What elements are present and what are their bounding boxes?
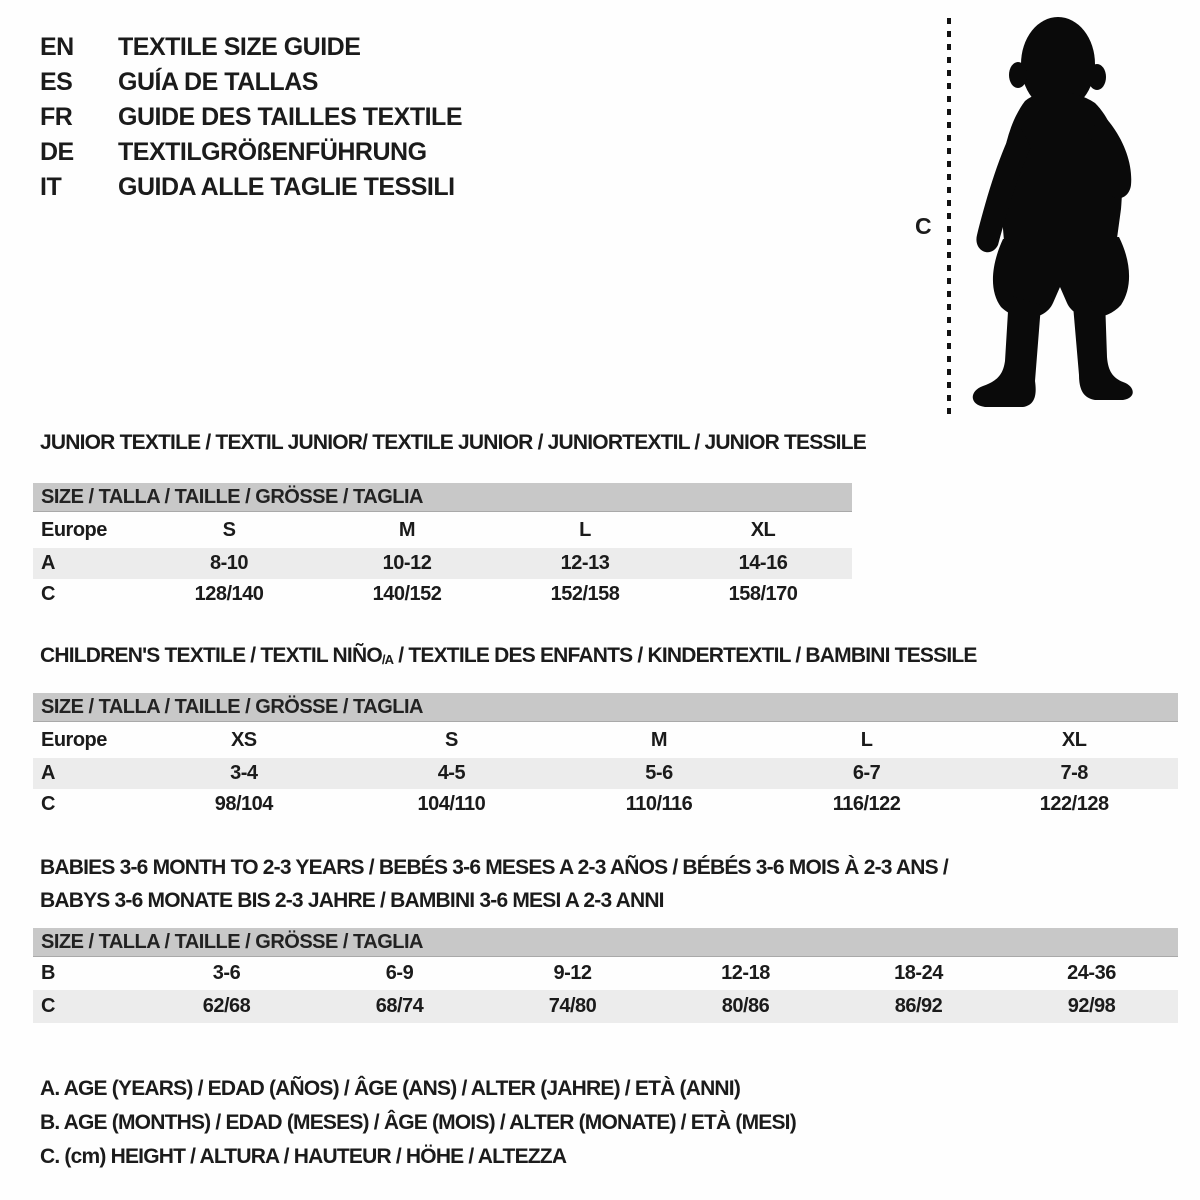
- size-header-bar: SIZE / TALLA / TAILLE / GRÖSSE / TAGLIA: [33, 928, 1178, 957]
- table-row-a: [33, 548, 852, 579]
- babies-size-table: [33, 928, 1178, 1023]
- size-value: 86/92: [894, 995, 943, 1017]
- table-row-c: [33, 789, 1178, 820]
- column-header-row: [33, 722, 1178, 758]
- language-row-es: [40, 65, 462, 100]
- size-column-header: M: [650, 728, 668, 751]
- size-header-bar: SIZE / TALLA / TAILLE / GRÖSSE / TAGLIA: [33, 483, 852, 512]
- size-value: 74/80: [548, 995, 597, 1017]
- language-label: GUIDE DES TAILLES TEXTILE: [118, 103, 463, 131]
- size-value: 158/170: [728, 583, 798, 605]
- size-value: 12-18: [721, 962, 770, 984]
- junior-section-title: JUNIOR TEXTILE / TEXTIL JUNIOR/ TEXTILE JUNIOR / JUNIORTEXTIL / JUNIOR TESSILE: [40, 431, 866, 454]
- size-value: 8-10: [209, 552, 249, 574]
- children-title-rest: / TEXTILE DES ENFANTS / KINDERTEXTIL / BAMBINI TESSILE: [393, 644, 977, 667]
- column-header-row: [33, 512, 852, 548]
- size-value: 140/152: [372, 583, 442, 605]
- language-label: TEXTILE SIZE GUIDE: [118, 33, 361, 61]
- babies-section-title: [40, 851, 948, 917]
- table-row-b: [33, 957, 1178, 990]
- language-code: DE: [40, 138, 74, 166]
- size-value: 6-9: [385, 962, 414, 984]
- height-measure-dashed-line: [947, 18, 951, 416]
- size-value: 7-8: [1060, 762, 1088, 784]
- junior-size-table: [33, 483, 852, 610]
- children-section-title: [40, 644, 977, 668]
- babies-title-line-2: BABYS 3-6 MONATE BIS 2-3 JAHRE / BAMBINI 3-6 MESI A 2-3 ANNI: [40, 889, 664, 912]
- size-value: 98/104: [214, 793, 273, 815]
- size-value: 62/68: [202, 995, 251, 1017]
- size-value: 92/98: [1067, 995, 1116, 1017]
- size-value: 9-12: [553, 962, 592, 984]
- size-value: 122/128: [1039, 793, 1109, 815]
- children-title-sub: /A: [381, 652, 394, 667]
- language-code: ES: [40, 68, 73, 96]
- language-row-fr: [40, 100, 462, 135]
- size-value: 5-6: [645, 762, 673, 784]
- language-row-it: [40, 170, 462, 205]
- legend-line-c: C. (cm) HEIGHT / ALTURA / HAUTEUR / HÖHE / ALTEZZA: [40, 1145, 567, 1168]
- region-label: Europe: [41, 728, 107, 751]
- language-code: IT: [40, 173, 62, 201]
- size-column-header: S: [444, 728, 458, 751]
- region-label: Europe: [41, 518, 107, 541]
- table-row-c: [33, 990, 1178, 1023]
- legend: [40, 1072, 796, 1174]
- size-value: 18-24: [894, 962, 943, 984]
- table-row-c: [33, 579, 852, 610]
- size-value: 110/116: [625, 793, 693, 815]
- size-value: 10-12: [382, 552, 432, 574]
- legend-line-a: A. AGE (YEARS) / EDAD (AÑOS) / ÂGE (ANS) / ALTER (JAHRE) / ETÀ (ANNI): [40, 1077, 741, 1100]
- size-column-header: XL: [1061, 728, 1087, 751]
- toddler-silhouette-image: [965, 13, 1137, 418]
- language-code: FR: [40, 103, 73, 131]
- language-label: TEXTILGRÖßENFÜHRUNG: [118, 138, 427, 166]
- language-title-list: [40, 30, 462, 205]
- size-value: 24-36: [1067, 962, 1116, 984]
- size-value: 3-4: [230, 762, 258, 784]
- table-row-a: [33, 758, 1178, 789]
- language-label: GUIDA ALLE TAGLIE TESSILI: [118, 173, 455, 201]
- height-measure-label: C: [915, 213, 932, 239]
- size-value: 68/74: [375, 995, 424, 1017]
- children-title-main: CHILDREN'S TEXTILE / TEXTIL NIÑO: [40, 644, 382, 667]
- size-column-header: S: [222, 518, 236, 541]
- size-value: 80/86: [721, 995, 770, 1017]
- size-column-header: XL: [750, 518, 776, 541]
- size-value: 152/158: [550, 583, 620, 605]
- size-value: 6-7: [852, 762, 881, 784]
- row-label: C: [41, 995, 55, 1017]
- row-label: C: [41, 793, 55, 815]
- size-header-bar: SIZE / TALLA / TAILLE / GRÖSSE / TAGLIA: [33, 693, 1178, 722]
- babies-title-line-1: BABIES 3-6 MONTH TO 2-3 YEARS / BEBÉS 3-6 MESES A 2-3 AÑOS / BÉBÉS 3-6 MOIS À 2-3 ANS /: [40, 856, 948, 879]
- size-value: 104/110: [417, 793, 486, 815]
- children-size-table: [33, 693, 1178, 820]
- size-column-header: L: [579, 518, 591, 541]
- size-value: 128/140: [194, 583, 264, 605]
- language-label: GUÍA DE TALLAS: [118, 68, 318, 96]
- size-value: 4-5: [437, 762, 466, 784]
- size-value: 14-16: [738, 552, 788, 574]
- row-label: A: [41, 762, 55, 784]
- language-code: EN: [40, 33, 74, 61]
- size-column-header: XS: [230, 728, 257, 751]
- row-label: B: [41, 962, 55, 984]
- size-value: 116/122: [832, 793, 901, 815]
- row-label: C: [41, 583, 55, 605]
- size-column-header: L: [860, 728, 873, 751]
- legend-line-b: B. AGE (MONTHS) / EDAD (MESES) / ÂGE (MOIS) / ALTER (MONATE) / ETÀ (MESI): [40, 1111, 796, 1134]
- size-column-header: M: [398, 518, 416, 541]
- size-value: 3-6: [212, 962, 241, 984]
- language-row-de: [40, 135, 462, 170]
- language-row-en: [40, 30, 462, 65]
- row-label: A: [41, 552, 55, 574]
- size-value: 12-13: [560, 552, 610, 574]
